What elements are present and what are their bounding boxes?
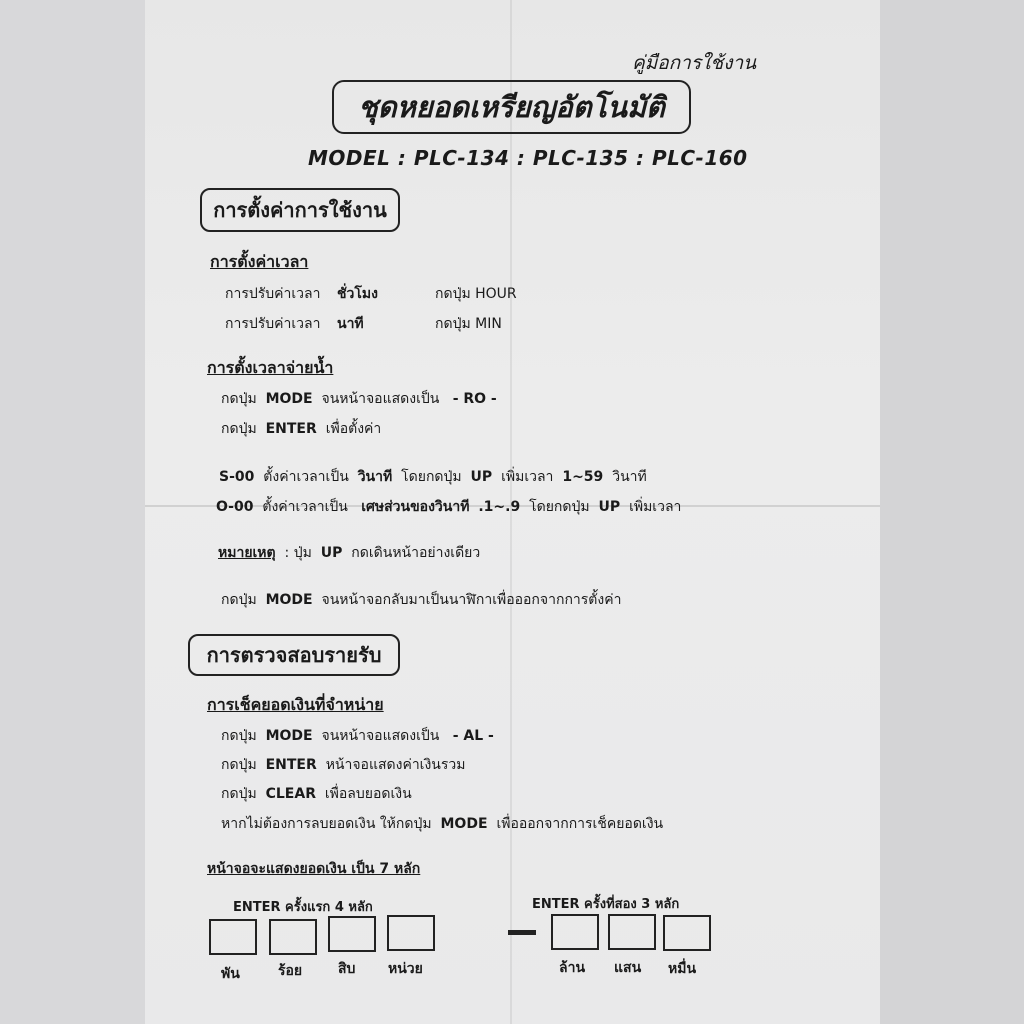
instruction-text: โดยกดปุ่ม [401, 469, 462, 485]
note-label: หมายเหตุ [218, 545, 276, 561]
range-text: 1~59 [562, 469, 604, 485]
water-timer-heading: การตั้งเวลาจ่ายน้ำ [207, 358, 334, 377]
instruction-text: หน้าจอแสดงค่าเงินรวม [325, 757, 466, 773]
model-numbers: MODEL : PLC-134 : PLC-135 : PLC-160 [308, 146, 748, 170]
instruction-line [221, 388, 497, 410]
section-settings-heading: การตั้งค่าการใช้งาน [200, 188, 400, 232]
display-digits-heading: หน้าจอจะแสดงยอดเงิน เป็น 7 หลัก [207, 861, 421, 877]
instruction-text: ตั้งค่าเวลาเป็น [263, 469, 349, 485]
instruction-text: กดปุ่ม [221, 786, 257, 802]
instruction-text: กดปุ่ม [221, 421, 257, 437]
instruction-text: เพื่อลบยอดเงิน [324, 786, 412, 802]
display-code: - RO - [452, 391, 497, 407]
instruction-text: กดปุ่ม [221, 592, 257, 608]
key-name: MODE [265, 391, 313, 407]
key-name: MODE [265, 728, 313, 744]
instruction-text: กดเดินหน้าอย่างเดียว [351, 545, 481, 561]
key-name: UP [470, 469, 493, 485]
instruction-line [221, 754, 465, 776]
instruction-text: เพื่อตั้งค่า [325, 421, 382, 437]
background-left [0, 0, 145, 1024]
separator-dash [508, 930, 536, 935]
instruction-text: ตั้งค่าเวลาเป็น [262, 499, 348, 515]
instruction-line [221, 725, 494, 747]
instruction-text: โดยกดปุ่ม [529, 499, 590, 515]
instruction-line [221, 783, 412, 805]
digit-box [328, 916, 376, 952]
instruction-text: จนหน้าจอแสดงเป็น [321, 391, 440, 407]
display-code: S-00 [219, 469, 255, 485]
display-code: - AL - [452, 728, 494, 744]
key-name: ENTER [265, 421, 317, 437]
manual-sheet [145, 0, 880, 1024]
instruction-text: วินาที [612, 469, 647, 485]
instruction-line [221, 418, 381, 440]
second-enter-caption: ENTER ครั้งที่สอง 3 หลัก [532, 897, 680, 912]
instruction-text: เพิ่มเวลา [629, 499, 682, 515]
instruction-text: หากไม่ต้องการลบยอดเงิน ให้กดปุ่ม [221, 816, 432, 832]
digit-box [387, 915, 435, 951]
digit-label: ล้าน [559, 960, 586, 976]
digit-box [663, 915, 711, 951]
time-row-label: การปรับค่าเวลา [225, 316, 321, 332]
instruction-text: เพิ่มเวลา [501, 469, 554, 485]
instruction-text: เพื่อออกจากการเช็คยอดเงิน [496, 816, 664, 832]
time-setting-heading: การตั้งค่าเวลา [210, 252, 309, 271]
manual-label: คู่มือการใช้งาน [632, 52, 757, 74]
key-name: MODE [265, 592, 313, 608]
digit-label: แสน [614, 960, 642, 976]
first-enter-caption: ENTER ครั้งแรก 4 หลัก [233, 900, 373, 915]
unit-text: เศษส่วนของวินาที [361, 499, 470, 515]
display-code: O-00 [216, 499, 254, 515]
key-name: UP [598, 499, 621, 515]
range-text: .1~.9 [478, 499, 521, 515]
document-title: ชุดหยอดเหรียญอัตโนมัติ [332, 80, 691, 134]
instruction-text: กดปุ่ม [221, 757, 257, 773]
note-line [218, 542, 480, 564]
s00-description [219, 466, 647, 488]
background-right [880, 0, 1024, 1024]
instruction-text: กดปุ่ม [221, 391, 257, 407]
digit-label: สิบ [338, 961, 356, 977]
key-name: UP [320, 545, 343, 561]
digit-box [551, 914, 599, 950]
instruction-line [221, 589, 621, 611]
instruction-text: จนหน้าจอกลับมาเป็นนาฬิกาเพื่อออกจากการตั้งค่า [321, 592, 622, 608]
key-name: MODE [440, 816, 488, 832]
digit-box [269, 919, 317, 955]
instruction-text: จนหน้าจอแสดงเป็น [321, 728, 440, 744]
digit-label: ร้อย [278, 963, 303, 979]
digit-box [209, 919, 257, 955]
digit-label: หน่วย [388, 961, 423, 977]
time-row-action: กดปุ่ม MIN [435, 316, 502, 332]
time-row-unit: ชั่วโมง [337, 286, 378, 302]
key-name: ENTER [265, 757, 317, 773]
digit-box [608, 914, 656, 950]
digit-label: หมื่น [668, 961, 697, 977]
time-row-label: การปรับค่าเวลา [225, 286, 321, 302]
instruction-text: กดปุ่ม [221, 728, 257, 744]
time-row-action: กดปุ่ม HOUR [435, 286, 517, 302]
section-income-heading: การตรวจสอบรายรับ [188, 634, 400, 676]
check-sales-heading: การเช็คยอดเงินที่จำหน่าย [207, 695, 384, 714]
time-row-unit: นาที [337, 316, 364, 332]
digit-label: พัน [221, 966, 240, 982]
unit-text: วินาที [357, 469, 393, 485]
key-name: CLEAR [265, 786, 316, 802]
o00-description [216, 496, 681, 518]
instruction-line [221, 813, 663, 835]
instruction-text: : ปุ่ม [284, 545, 312, 561]
